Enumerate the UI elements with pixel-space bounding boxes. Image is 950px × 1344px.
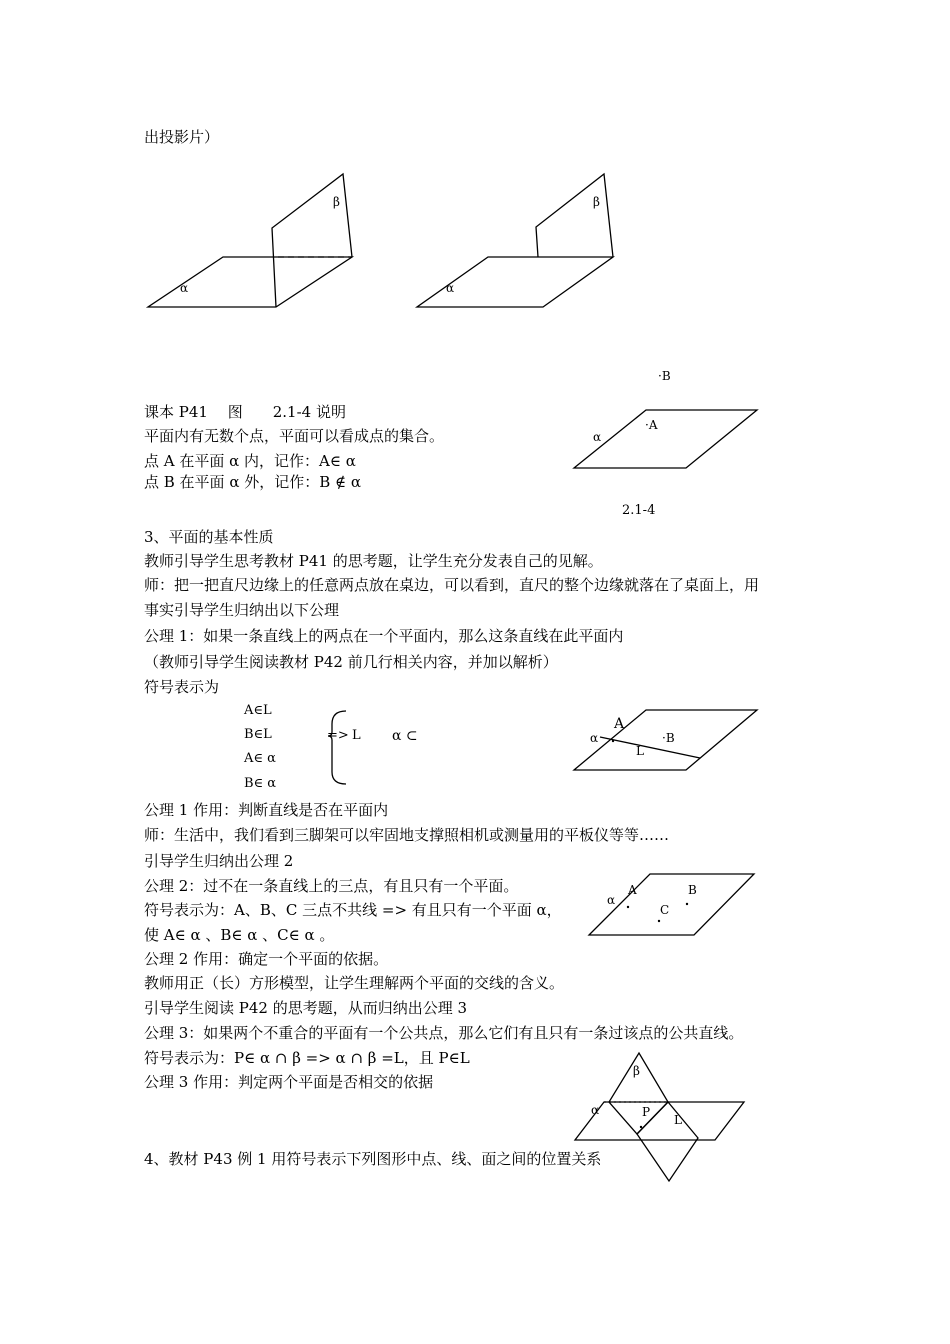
text-line: 引导学生归纳出公理 2 <box>144 852 294 870</box>
formula-condition: B∈ α <box>244 776 277 791</box>
label-line-l: L <box>636 744 644 758</box>
text-line: 公理 3 作用：判定两个平面是否相交的依据 <box>144 1073 434 1091</box>
figure-2-1-4 <box>574 410 757 468</box>
text-line: 师：生活中，我们看到三脚架可以牢固地支撑照相机或测量用的平板仪等等…… <box>144 826 670 844</box>
point-a-dot <box>627 906 629 908</box>
label-line-l: L <box>674 1113 682 1127</box>
formula-condition: A∈L <box>244 703 272 718</box>
formula-subset: α ⊂ <box>392 728 418 744</box>
text-line: 引导学生阅读 P42 的思考题，从而归纳出公理 3 <box>144 999 468 1017</box>
label-beta: β <box>333 195 340 209</box>
text-line: 平面内有无数个点，平面可以看成点的集合。 <box>144 427 445 445</box>
text-line: 符号表示为：A、B、C 三点不共线 => 有且只有一个平面 α， <box>144 901 562 919</box>
text-line: （教师引导学生阅读教材 P42 前几行相关内容，并加以解析） <box>144 653 558 671</box>
text-line: 课本 P41 图 2.1-4 说明 <box>144 403 346 421</box>
figure-caption: 2.1-4 <box>622 503 656 518</box>
label-beta: β <box>593 195 600 209</box>
figure-two-planes-common-line <box>575 1053 744 1181</box>
text-line: 点 B 在平面 α 外，记作：B ∉ α <box>144 473 362 491</box>
text-line: 出投影片） <box>144 128 220 146</box>
text-line: 点 A 在平面 α 内，记作：A∈ α <box>144 452 356 470</box>
label-point-p: P <box>642 1105 651 1119</box>
label-point-a: ·A <box>645 418 658 432</box>
label-alpha: α <box>590 731 599 745</box>
text-line: 符号表示为：P∈ α ∩ β => α ∩ β =L，且 P∈L <box>144 1049 470 1067</box>
label-alpha: α <box>593 430 602 444</box>
formula-condition: A∈ α <box>244 751 276 766</box>
text-line: 公理 1 作用：判断直线是否在平面内 <box>144 801 389 819</box>
label-point-a: A <box>614 716 625 732</box>
axiom-1: 公理 1：如果一条直线上的两点在一个平面内，那么这条直线在此平面内 <box>144 627 624 645</box>
label-point-b: ·B <box>662 731 675 745</box>
axiom-3: 公理 3：如果两个不重合的平面有一个公共点，那么它们有且只有一条过该点的公共直线。 <box>144 1024 744 1042</box>
formula-arrow: => <box>327 728 349 743</box>
figure-intersecting-planes-dashed <box>148 174 352 307</box>
text-line: 师：把一把直尺边缘上的任意两点放在桌边，可以看到，直尺的整个边缘就落在了桌面上，用 <box>144 576 760 594</box>
point-c-dot <box>658 920 660 922</box>
section-heading: 3、平面的基本性质 <box>144 528 274 546</box>
label-point-c: C <box>660 903 670 917</box>
label-alpha: α <box>180 281 189 295</box>
text-line: 符号表示为 <box>144 678 220 696</box>
label-alpha: α <box>591 1103 600 1117</box>
label-beta: β <box>633 1064 640 1078</box>
label-alpha: α <box>446 281 455 295</box>
formula-condition: B∈L <box>244 727 272 742</box>
point-p-dot <box>640 1126 642 1128</box>
text-line: 事实引导学生归纳出以下公理 <box>144 601 340 619</box>
label-point-a: A <box>628 883 637 897</box>
point-b-dot <box>686 903 688 905</box>
figure-line-in-plane <box>328 710 757 784</box>
label-alpha: α <box>607 893 616 907</box>
label-point-b: B <box>688 883 697 897</box>
section-heading: 4、教材 P43 例 1 用符号表示下列图形中点、线、面之间的位置关系 <box>144 1150 602 1168</box>
text-line: 公理 2 作用：确定一个平面的依据。 <box>144 950 389 968</box>
text-line: 教师引导学生思考教材 P41 的思考题，让学生充分发表自己的见解。 <box>144 552 603 570</box>
axiom-2: 公理 2：过不在一条直线上的三点，有且只有一个平面。 <box>144 877 519 895</box>
text-line: 使 A∈ α 、B∈ α 、C∈ α 。 <box>144 926 335 944</box>
text-line: 教师用正（长）方形模型，让学生理解两个平面的交线的含义。 <box>144 974 565 992</box>
label-point-b: ·B <box>658 369 671 383</box>
point-a-dot <box>612 740 614 742</box>
formula-result: L <box>352 728 361 743</box>
